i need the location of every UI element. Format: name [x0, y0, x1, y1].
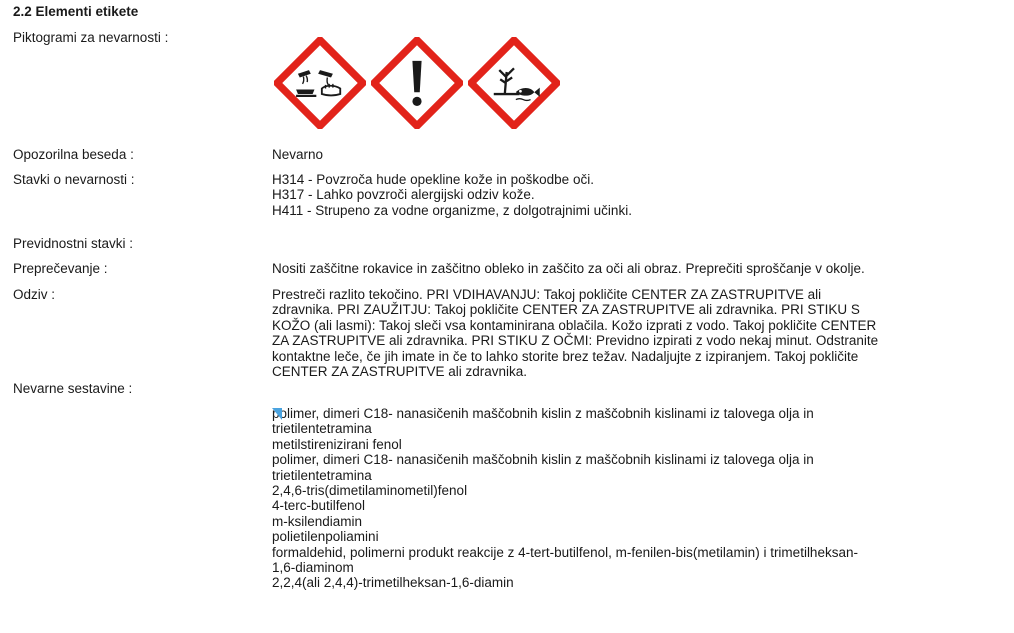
pictogram-row: [274, 37, 560, 129]
hazard-statement: H411 - Strupeno za vodne organizme, z dolgotrajnimi učinki.: [272, 202, 632, 218]
prevention-label: Preprečevanje :: [13, 261, 108, 276]
component-line: 1,6-diaminom: [272, 560, 354, 576]
response-line: CENTER ZA ZASTRUPITVE ali zdravnika.: [272, 364, 528, 380]
component-line: 2,2,4(ali 2,4,4)-trimetilheksan-1,6-diamin: [272, 575, 514, 591]
component-line: 4-terc-butilfenol: [272, 498, 366, 514]
hazard-statements-label: Stavki o nevarnosti :: [13, 172, 135, 187]
text-cursor-marker: [272, 408, 282, 420]
response-line: kontaktne leče, če jih imate in če to lahko storite brez težav. Nadaljujte z izpiranjem. Takoj pokličite: [272, 348, 859, 364]
component-line: trietilentetramina: [272, 467, 372, 483]
prevention-value: Nositi zaščitne rokavice in zaščitno obleko in zaščito za oči ali obraz. Preprečiti sproščanje v okolje.: [272, 261, 865, 276]
response-text: [272, 287, 1002, 379]
response-line: Prestreči razlito tekočino. PRI VDIHAVANJU: Takoj pokličite CENTER ZA ZASTRUPITVE ali: [272, 287, 822, 302]
precautionary-label: Previdnostni stavki :: [13, 236, 134, 251]
component-line: 2,4,6-tris(dimetilaminometil)fenol: [272, 483, 468, 499]
response-line: KOŽO (ali lasmi): Takoj sleči vsa kontaminirana oblačila. Kožo izprati z vodo. Takoj pokličite CENTER: [272, 317, 877, 333]
section-title: 2.2 Elementi etikete: [13, 4, 139, 19]
signal-word-value: Nevarno: [272, 147, 324, 162]
response-line: zdravnika. PRI ZAUŽITJU: Takoj pokličite CENTER ZA ZASTRUPITVE ali zdravnika. PRI STIKU S: [272, 302, 860, 318]
hazard-statement: H317 - Lahko povzroči alergijski odziv kože.: [272, 187, 535, 203]
pictograms-label: Piktogrami za nevarnosti :: [13, 30, 169, 45]
component-line: m-ksilendiamin: [272, 513, 363, 529]
component-line: metilstirenizirani fenol: [272, 436, 402, 452]
hazardous-components-label: Nevarne sestavine :: [13, 381, 133, 396]
exclamation-mark-icon: [371, 37, 463, 129]
response-label: Odziv :: [13, 287, 56, 302]
component-line: polimer, dimeri C18- nanasičenih maščobnih kislin z maščobnih kislinami iz talovega olja in: [272, 452, 814, 468]
hazard-statement: H314 - Povzroča hude opekline kože in poškodbe oči.: [272, 172, 594, 187]
signal-word-label: Opozorilna beseda :: [13, 147, 134, 162]
hazardous-components-list: [272, 406, 1002, 591]
corrosion-icon: [274, 37, 366, 129]
response-line: ZA ZASTRUPITVE ali zdravnika. PRI STIKU Z OČMI: Previdno izpirati z vodo nekaj minut. Odstranite: [272, 333, 879, 349]
component-line: trietilentetramina: [272, 421, 372, 437]
component-line: formaldehid, polimerni produkt reakcije z 4-tert-butilfenol, m-fenilen-bis(metilamin) i trimetilheksan-: [272, 544, 858, 560]
component-line: polimer, dimeri C18- nanasičenih maščobnih kislin z maščobnih kislinami iz talovega olja in: [272, 406, 814, 421]
component-line: polietilenpoliamini: [272, 529, 379, 545]
environment-icon: [468, 37, 560, 129]
hazard-statements-list: [272, 172, 1002, 218]
